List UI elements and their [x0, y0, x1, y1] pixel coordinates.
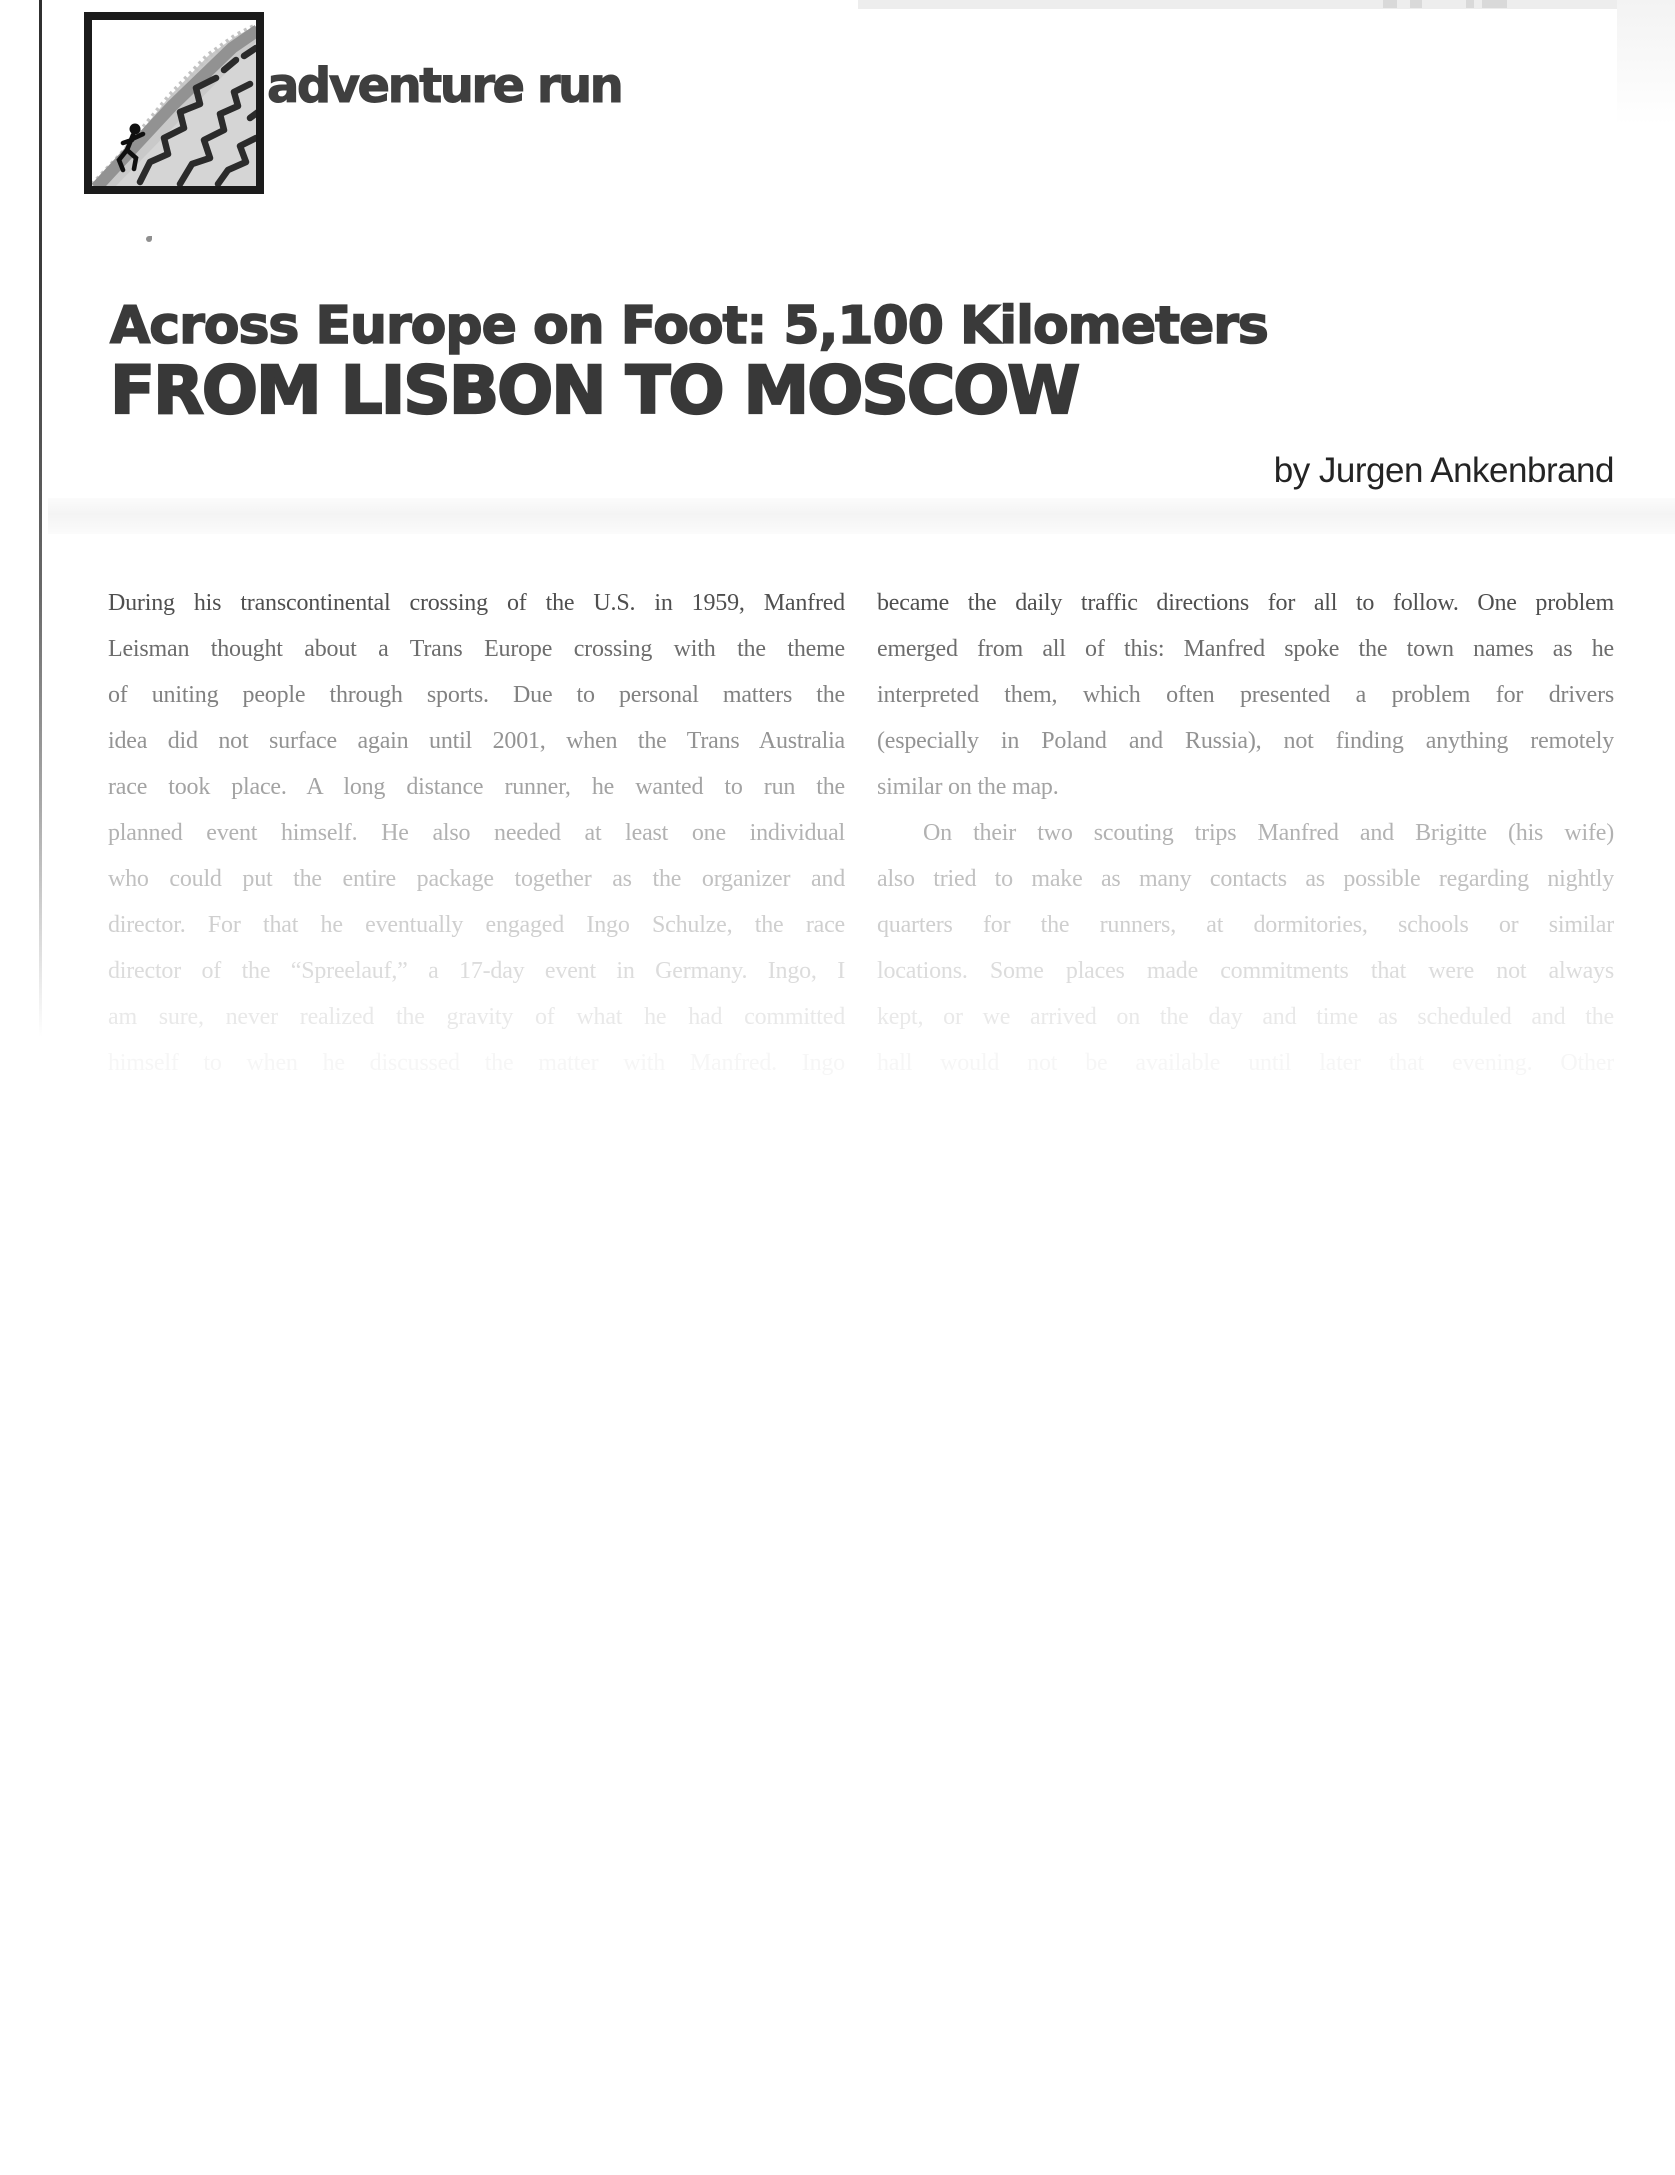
text-line: quarters for the runners, at dormitories, schools or similar — [877, 912, 1614, 938]
mountain-runner-logo-icon — [84, 12, 264, 194]
scan-artifact-top-strip — [858, 0, 1675, 9]
text-line: became the daily traffic directions for all to follow. One problem — [877, 590, 1614, 616]
text-line: am sure, never realized the gravity of what he had committed — [108, 1004, 845, 1030]
text-line: During his transcontinental crossing of the U.S. in 1959, Manfred — [108, 590, 845, 616]
text-line: director. For that he eventually engaged Ingo Schulze, the race — [108, 912, 845, 938]
article-title: FROM LISBON TO MOSCOW — [110, 352, 1079, 429]
scan-speck — [146, 236, 152, 242]
scan-band-divider — [48, 498, 1675, 534]
text-line: hall would not be available until later that evening. Other — [877, 1050, 1614, 1076]
text-line: director of the “Spreelauf,” a 17-day event in Germany. Ingo, I — [108, 958, 845, 984]
scan-artifact-dash — [1482, 0, 1507, 8]
text-line: of uniting people through sports. Due to personal matters the — [108, 682, 845, 708]
text-line: similar on the map. — [877, 774, 1059, 800]
text-line: also tried to make as many contacts as possible regarding nightly — [877, 866, 1614, 892]
article-column-left — [108, 580, 845, 1086]
text-line: (especially in Poland and Russia), not finding anything remotely — [877, 728, 1614, 754]
scan-artifact-smudge — [1617, 0, 1675, 125]
text-line: idea did not surface again until 2001, when the Trans Australia — [108, 728, 845, 754]
text-line: emerged from all of this: Manfred spoke the town names as he — [877, 636, 1614, 662]
article-kicker: Across Europe on Foot: 5,100 Kilometers — [110, 296, 1268, 356]
text-line: Leisman thought about a Trans Europe crossing with the theme — [108, 636, 845, 662]
article-body — [108, 580, 1614, 1086]
text-line: who could put the entire package together as the organizer and — [108, 866, 845, 892]
text-line: interpreted them, which often presented a problem for drivers — [877, 682, 1614, 708]
text-line: himself to when he discussed the matter with Manfred. Ingo — [108, 1050, 845, 1076]
scan-artifact-dash — [1466, 0, 1474, 8]
text-line: locations. Some places made commitments that were not always — [877, 958, 1614, 984]
text-line: race took place. A long distance runner, he wanted to run the — [108, 774, 845, 800]
scan-artifact-dash — [1410, 0, 1422, 8]
article-byline: by Jurgen Ankenbrand — [1273, 451, 1614, 490]
article-column-right — [877, 580, 1614, 1086]
left-edge-rule — [39, 0, 42, 1080]
scan-artifact-dash — [1383, 0, 1397, 8]
text-line: kept, or we arrived on the day and time as scheduled and the — [877, 1004, 1614, 1030]
text-line: planned event himself. He also needed at least one individual — [108, 820, 845, 846]
masthead-label: adventure run — [267, 58, 622, 114]
text-line: On their two scouting trips Manfred and Brigitte (his wife) — [923, 820, 1614, 846]
